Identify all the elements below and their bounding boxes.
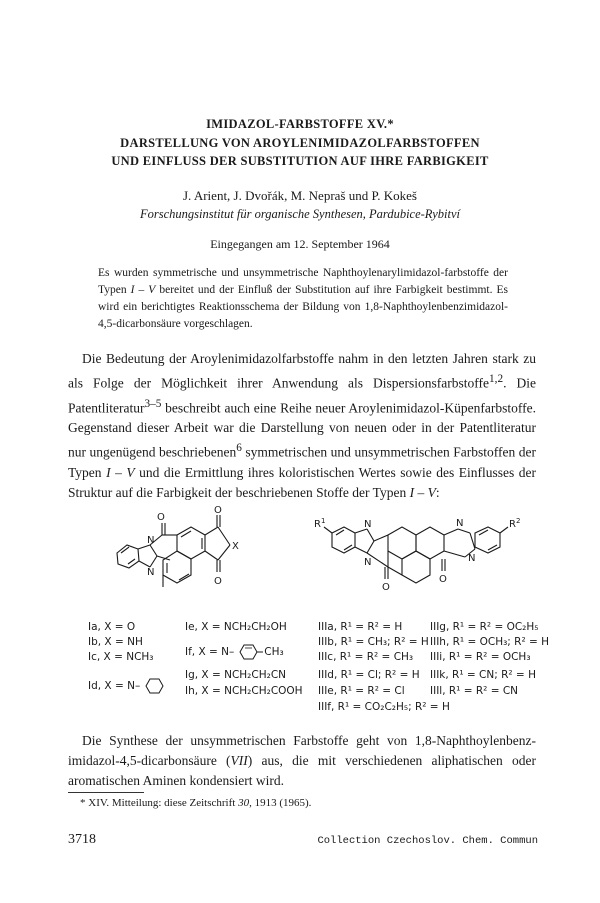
institution: Forschungsinstitut für organische Synthesen, Pardubice-Rybitví — [140, 207, 460, 221]
legend-IIIc: IIIc, R¹ = R² = CH₃ — [318, 651, 414, 663]
citation-ref: 3–5 — [144, 397, 162, 410]
abstract — [98, 265, 508, 333]
footnote-divider — [68, 792, 144, 793]
legend-IIId: IIId, R¹ = Cl; R² = H — [318, 669, 420, 681]
atom-O: O — [214, 505, 222, 516]
footnote-text-b: 1913 (1965). — [251, 797, 312, 809]
body1-types: I – V — [409, 484, 436, 500]
journal-name: Collection Czechoslov. Chem. Commun — [317, 835, 538, 847]
legend-Id-text: Id, X = N– — [88, 680, 141, 692]
page-number: 3718 — [68, 832, 96, 847]
legend-IIIe: IIIe, R¹ = R² = Cl — [318, 685, 405, 697]
atom-N: N — [364, 557, 372, 568]
legend-IIIg: IIIg, R¹ = R² = OC₂H₅ — [430, 621, 539, 633]
legend-Ib: Ib, X = NH — [88, 636, 143, 648]
structure-I-diagram — [105, 505, 275, 605]
body1-text-c: beschreibt auch eine Reihe neuer Aroylenimidazol-Küpenfarbstoffe. Gegenstand dieser Arbeit war die Darstellung von neuen oder in der Patentliteratur nur ungenügend beschriebenen — [68, 400, 536, 460]
authors: J. Arient, J. Dvořák, M. Nepraš und P. Kokeš — [183, 188, 417, 203]
r2-letter: R — [509, 519, 516, 530]
substituent-R2 — [509, 517, 520, 530]
body1-text-f: : — [435, 484, 440, 500]
legend-Ie: Ie, X = NCH₂CH₂OH — [185, 621, 287, 633]
citation-ref: 1,2 — [489, 373, 504, 385]
atom-N: N — [364, 519, 372, 530]
abstract-text-2: bereitet und der Einfluß der Substitution auf ihre Farbigkeit bestimmt. Es wird ein berichtigtes Reaktionsschema der Bildung von 1,8-Naphthoylenbenzimidazol-4,5-dicarbonsäure vorgeschlagen. — [98, 284, 509, 330]
footnote-text-a: * XIV. Mitteilung: diese Zeitschrift — [80, 797, 239, 809]
atom-N: N — [147, 567, 155, 578]
legend-IIIk: IIIk, R¹ = CN; R² = H — [430, 669, 536, 681]
legend-IIIb: IIIb, R¹ = CH₃; R² = H — [318, 636, 429, 648]
compound-ref-VII: VII — [230, 753, 248, 768]
substituent-R1 — [314, 517, 325, 530]
footnote-volume: 30, — [238, 797, 252, 809]
r1-letter: R — [314, 519, 321, 530]
body1-types: I – V — [106, 464, 135, 480]
legend-Ic: Ic, X = NCH₃ — [88, 651, 154, 663]
body-paragraph-2 — [68, 731, 536, 791]
body2-text-a: Die Synthese der unsymmetrischen Farbstoffe geht von 1,8-Naphthoylenbenz-imidazol-4,5-dicarbonsäure ( — [68, 733, 536, 768]
atom-N: N — [468, 553, 476, 564]
legend-If-tail: CH₃ — [264, 646, 284, 658]
atom-N: N — [456, 518, 464, 529]
legend-IIIa: IIIa, R¹ = R² = H — [318, 621, 403, 633]
body2-text-b: ) aus, die mit verschiedenen aliphatischen oder aromatischen Aminen kondensiert wird. — [68, 753, 536, 788]
legend-Id — [88, 677, 168, 695]
article-title-line-1: IMIDAZOL-FARBSTOFFE XV.* — [206, 117, 394, 131]
legend-IIIl: IIIl, R¹ = R² = CN — [430, 685, 519, 697]
legend-Ia: Ia, X = O — [88, 621, 136, 633]
body1-text-e: und die Ermittlung ihres koloristischen Wertes sowie des Einflusses der Struktur auf die Farbigkeit der beschriebenen Stoffe der Typen — [68, 464, 536, 500]
legend-If — [185, 643, 284, 661]
body1-text-b: . Die Patentliteratur — [68, 375, 536, 415]
atom-O: O — [382, 582, 390, 593]
cyclohexyl-ring-icon — [140, 677, 168, 695]
body1-text-a: Die Bedeutung der Aroylenimidazolfarbstoffe nahm in den letzten Jahren stark zu als Folge der Möglichkeit ihrer Anwendung als Dispersionsfarbstoffe — [68, 351, 536, 391]
abstract-types: I – V — [130, 284, 156, 296]
legend-Ig: Ig, X = NCH₂CH₂CN — [185, 669, 287, 681]
legend-Ih: Ih, X = NCH₂CH₂COOH — [185, 685, 303, 697]
body-paragraph-1 — [68, 349, 536, 503]
citation-ref: 6 — [236, 442, 242, 454]
r1-superscript: 1 — [320, 517, 326, 525]
atom-X: X — [232, 541, 239, 552]
atom-N: N — [147, 535, 155, 546]
article-title-line-2: DARSTELLUNG VON AROYLENIMIDAZOLFARBSTOFFEN — [120, 136, 480, 150]
atom-O: O — [439, 574, 447, 585]
legend-IIIh: IIIh, R¹ = OCH₃; R² = H — [430, 636, 550, 648]
atom-O: O — [157, 512, 165, 523]
r2-superscript: 2 — [515, 517, 521, 525]
received-date: Eingegangen am 12. September 1964 — [210, 237, 390, 251]
legend-If-text: If, X = N– — [185, 646, 235, 658]
phenyl-ring-icon — [234, 643, 264, 661]
footnote — [80, 797, 530, 809]
legend-IIIi: IIIi, R¹ = R² = OCH₃ — [430, 651, 531, 663]
atom-O: O — [214, 576, 222, 587]
legend-IIIf: IIIf, R¹ = CO₂C₂H₅; R² = H — [318, 701, 450, 713]
article-title-line-3: UND EINFLUSS DER SUBSTITUTION AUF IHRE FARBIGKEIT — [111, 154, 489, 168]
body1-text-d: symmetrischen und unsymmetrischen Farbstoffen der Typen — [68, 444, 536, 480]
abstract-text-1: Es wurden symmetrische und unsymmetrische Naphthoylenarylimidazol-farbstoffe der Typen — [98, 267, 508, 296]
structure-III-diagram — [310, 505, 550, 605]
